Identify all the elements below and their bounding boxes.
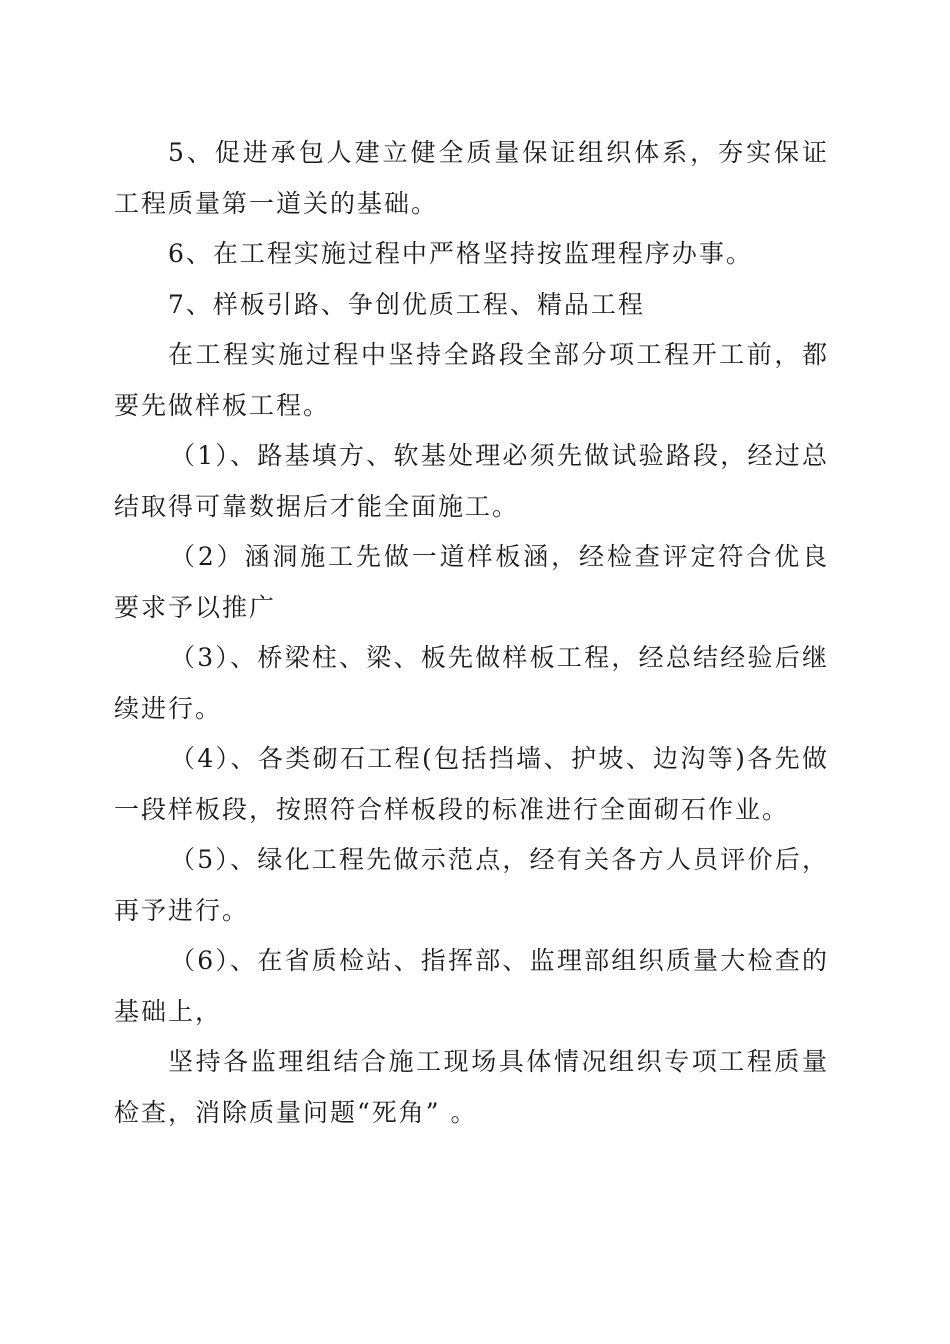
paragraph-sample-intro: 在工程实施过程中坚持全路段全部分项工程开工前，都要先做样板工程。 [114, 340, 829, 420]
paragraph-sub-3: （3）、桥梁柱、梁、板先做样板工程，经总结经验后继续进行。 [114, 643, 829, 723]
document-body [114, 128, 829, 1138]
paragraph-sub-1: （1）、路基填方、软基处理必须先做试验路段，经过总结取得可靠数据后才能全面施工。 [114, 441, 829, 521]
paragraph-sub-5: （5）、绿化工程先做示范点，经有关各方人员评价后，再予进行。 [114, 845, 829, 925]
paragraph-item-5: 5、促进承包人建立健全质量保证组织体系，夯实保证工程质量第一道关的基础。 [114, 138, 829, 218]
paragraph-sub-4: （4）、各类砌石工程(包括挡墙、护坡、边沟等)各先做一段样板段，按照符合样板段的标准进行全面砌石作业。 [114, 744, 829, 824]
paragraph-sub-2: （2）涵洞施工先做一道样板涵，经检查评定符合优良要求予以推广 [114, 542, 829, 622]
paragraph-sub-6: （6）、在省质检站、指挥部、监理部组织质量大检查的基础上， [114, 946, 829, 1026]
paragraph-item-7: 7、样板引路、争创优质工程、精品工程 [168, 289, 645, 319]
paragraph-closing: 坚持各监理组结合施工现场具体情况组织专项工程质量检查，消除质量问题“死角” 。 [114, 1047, 829, 1127]
paragraph-item-6: 6、在工程实施过程中严格坚持按监理程序办事。 [168, 239, 753, 268]
